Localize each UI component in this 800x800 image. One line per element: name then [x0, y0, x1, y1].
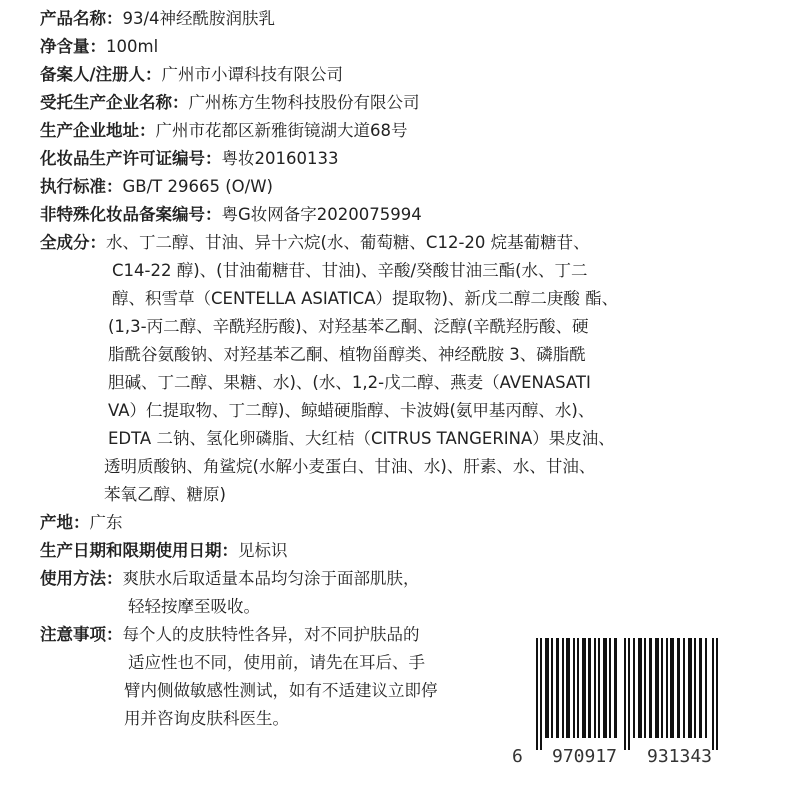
ingredient-line: 水、丁二醇、甘油、异十六烷(水、葡萄糖、C12-20 烷基葡糖苷、 — [106, 233, 590, 252]
registrant-value: 广州市小谭科技有限公司 — [161, 65, 344, 84]
origin-value: 广东 — [89, 513, 123, 532]
ingredients-first-line — [40, 229, 590, 257]
caution-line: 用并咨询皮肤科医生。 — [124, 709, 289, 728]
ingredient-line: VA）仁提取物、丁二醇)、鲸蜡硬脂醇、卡波姆(氨甲基丙醇、水)、 — [108, 401, 595, 420]
standard-label: 执行标准： — [40, 177, 123, 196]
caution-line: 每个人的皮肤特性各异，对不同护肤品的 — [122, 625, 420, 644]
standard-row — [40, 173, 273, 201]
ingredient-line: 透明质酸钠、角鲨烷(水解小麦蛋白、甘油、水)、肝素、水、甘油、 — [104, 457, 596, 476]
manufacturer-address-value: 广州市花都区新雅街镜湖大道68号 — [155, 121, 408, 140]
caution-label: 注意事项： — [40, 625, 123, 644]
origin-row — [40, 509, 123, 537]
registrant-row — [40, 61, 343, 89]
filing-number-label: 非特殊化妆品备案编号： — [40, 205, 222, 224]
contract-manufacturer-label: 受托生产企业名称： — [40, 93, 189, 112]
registrant-label: 备案人/注册人： — [40, 65, 162, 84]
product-name-value: 93/4神经酰胺润肤乳 — [122, 9, 276, 28]
filing-number-row — [40, 201, 422, 229]
dates-value: 见标识 — [238, 541, 288, 560]
ingredient-line: 脂酰谷氨酸钠、对羟基苯乙酮、植物甾醇类、神经酰胺 3、磷脂酰 — [108, 345, 586, 364]
standard-value: GB/T 29665 (O/W) — [122, 177, 273, 196]
manufacturer-address-row — [40, 117, 408, 145]
filing-number-value: 粤G妆网备字2020075994 — [221, 205, 422, 224]
ingredient-line: (1,3-丙二醇、辛酰羟肟酸)、对羟基苯乙酮、泛醇(辛酰羟肟酸、硬 — [108, 317, 589, 336]
ingredient-line: EDTA 二钠、氢化卵磷脂、大红桔（CITRUS TANGERINA）果皮油、 — [108, 429, 615, 448]
ingredient-line: 胆碱、丁二醇、果糖、水)、(水、1,2-戊二醇、燕麦（AVENASATI — [108, 373, 591, 392]
ingredient-line: C14-22 醇)、(甘油葡糖苷、甘油)、辛酸/癸酸甘油三酯(水、丁二 — [112, 261, 588, 280]
net-content-row — [40, 33, 158, 61]
ingredient-line: 醇、积雪草（CENTELLA ASIATICA）提取物)、新戊二醇二庚酸 酯、 — [112, 289, 619, 308]
caution-line: 适应性也不同，使用前，请先在耳后、手 — [128, 653, 425, 672]
license-number-value: 粤妆20160133 — [221, 149, 339, 168]
license-number-row — [40, 145, 338, 173]
barcode-digit-prefix: 6 — [512, 746, 523, 767]
product-name-label: 产品名称： — [40, 9, 123, 28]
barcode-digits-left: 970917 — [552, 746, 618, 767]
contract-manufacturer-value: 广州栋方生物科技股份有限公司 — [188, 93, 420, 112]
barcode — [536, 638, 724, 750]
contract-manufacturer-row — [40, 89, 420, 117]
barcode-digits-right: 931343 — [647, 746, 713, 767]
caution-row — [40, 621, 420, 649]
usage-line: 轻轻按摩至吸收。 — [128, 597, 260, 616]
usage-row — [40, 565, 420, 593]
usage-line: 爽肤水后取适量本品均匀涂于面部肌肤， — [122, 569, 420, 588]
dates-row — [40, 537, 288, 565]
ingredient-line: 苯氧乙醇、糖原) — [104, 485, 226, 504]
license-number-label: 化妆品生产许可证编号： — [40, 149, 222, 168]
dates-label: 生产日期和限期使用日期： — [40, 541, 238, 560]
origin-label: 产地： — [40, 513, 90, 532]
net-content-label: 净含量： — [40, 37, 106, 56]
caution-line: 臂内侧做敏感性测试，如有不适建议立即停 — [124, 681, 438, 700]
ingredients-label: 全成分： — [40, 233, 106, 252]
usage-label: 使用方法： — [40, 569, 123, 588]
product-name-row — [40, 5, 275, 33]
manufacturer-address-label: 生产企业地址： — [40, 121, 156, 140]
net-content-value: 100ml — [106, 37, 159, 56]
